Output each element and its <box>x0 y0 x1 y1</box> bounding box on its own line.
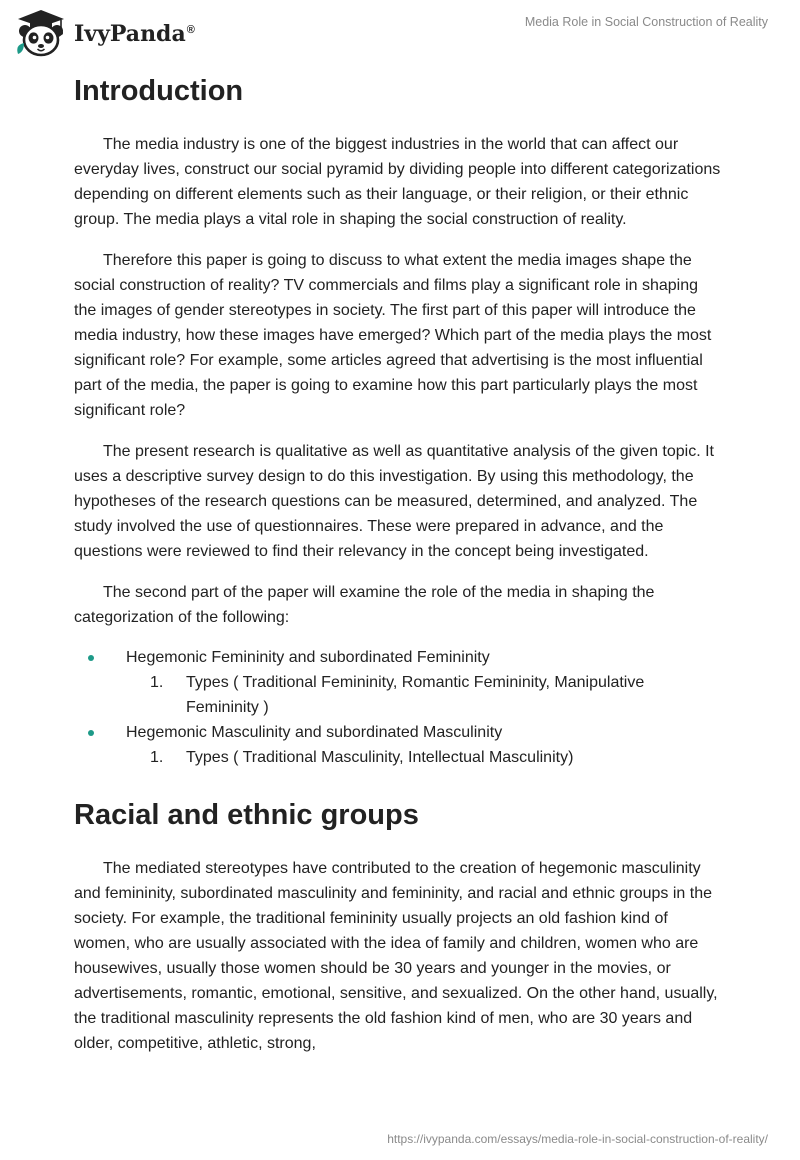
brand-name: IvyPanda® <box>74 21 195 47</box>
panda-mascot-icon <box>14 8 68 58</box>
section-heading-introduction: Introduction <box>74 75 244 107</box>
brand-logo[interactable] <box>14 8 195 58</box>
sub-list-item <box>126 745 716 770</box>
bullet-icon <box>88 730 94 736</box>
list-item <box>74 720 724 770</box>
sub-list <box>126 670 724 720</box>
sub-list-item-text: Types ( Traditional Femininity, Romantic Femininity, Manipulative Femininity ) <box>186 674 645 716</box>
section-heading-racial-ethnic-groups: Racial and ethnic groups <box>74 799 419 831</box>
sub-list-item-text: Types ( Traditional Masculinity, Intellectual Masculinity) <box>186 749 574 766</box>
page-header <box>0 0 800 70</box>
paragraph: Therefore this paper is going to discuss to what extent the media images shape the social construction of reality? TV commercials and films play a significant role in shaping the images of gender stereotypes in society. The first part of this paper will introduce the media industry, how these images have emerged? Which part of the media plays the most significant role? For example, some articles agreed that advertising is the most influential part of the media, the paper is going to examine how this part particularly plays the most significant role? <box>74 252 712 419</box>
list-item-text: Hegemonic Femininity and subordinated Femininity <box>126 649 490 666</box>
bullet-icon <box>88 655 94 661</box>
sub-list-item <box>126 670 716 720</box>
article-body <box>74 72 724 1056</box>
list-number: 1. <box>150 674 164 691</box>
list-number: 1. <box>150 749 164 766</box>
source-url[interactable]: https://ivypanda.com/essays/media-role-in-social-construction-of-reality/ <box>387 1132 768 1146</box>
document-title: Media Role in Social Construction of Reality <box>524 15 768 29</box>
sub-list <box>126 745 724 770</box>
paragraph: The present research is qualitative as well as quantitative analysis of the given topic. It uses a descriptive survey design to do this investigation. By using this methodology, the hypotheses of the research questions can be measured, determined, and analyzed. The study involved the use of questionnaires. These were prepared in advance, and the questions were reviewed to find their relevancy in the concept being investigated. <box>74 443 714 560</box>
paragraph: The media industry is one of the biggest industries in the world that can affect our everyday lives, construct our social pyramid by dividing people into different categorizations depending on different elements such as their language, or their religion, or their ethnic group. The media plays a vital role in shaping the social construction of reality. <box>74 136 721 228</box>
list-item <box>74 645 724 720</box>
paragraph: The mediated stereotypes have contributed to the creation of hegemonic masculinity and femininity, subordinated masculinity and femininity, and racial and ethnic groups in the society. For example, the traditional femininity usually projects an old fashion kind of women, who are usually associated with the idea of family and children, women who are housewives, usually those women should be 30 years and younger in the movies, or advertisements, romantic, emotional, sensitive, and sexualized. On the other hand, usually, the traditional masculinity represents the old fashion kind of men, who are 30 years and older, competitive, athletic, strong, <box>74 860 718 1052</box>
list-item-text: Hegemonic Masculinity and subordinated Masculinity <box>126 724 503 741</box>
categorization-list <box>74 645 724 770</box>
paragraph: The second part of the paper will examine the role of the media in shaping the categorization of the following: <box>74 584 655 626</box>
